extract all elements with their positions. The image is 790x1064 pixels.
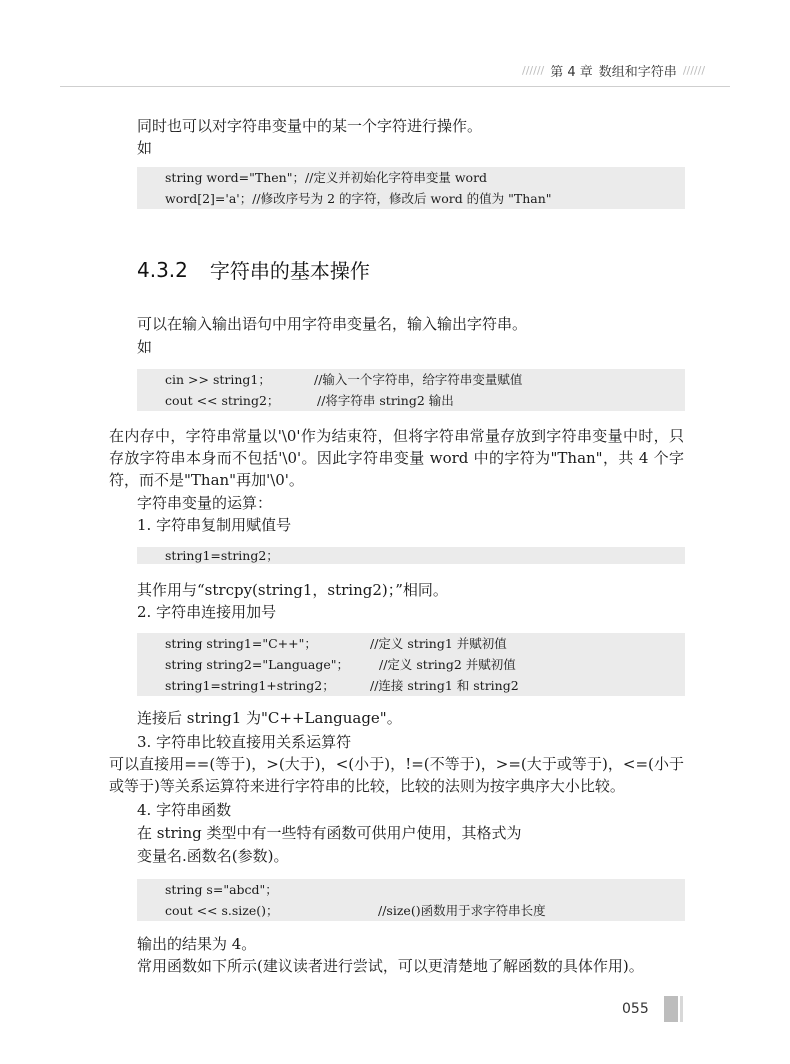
code-block <box>137 167 685 209</box>
code-text: cout << s.size()； <box>165 903 279 918</box>
code-comment: //size()函数用于求字符串长度 <box>378 903 546 918</box>
code-line <box>137 900 685 921</box>
list-item: 2. 字符串连接用加号 <box>137 603 277 621</box>
paragraph: 如 <box>137 139 153 157</box>
list-item: 4. 字符串函数 <box>137 801 232 819</box>
code-line <box>137 547 685 564</box>
code-line <box>137 654 685 675</box>
paragraph: 在内存中，字符串常量以'\0'作为结束符，但将字符串常量存放到字符串变量中时，只存放字符串本身而不包括'\0'。因此字符串变量 word 中的字符为"Than"，共 4 个字符，而不是"Than"再加'\0'。 <box>109 427 684 489</box>
code-text: string s="abcd"； <box>165 882 278 897</box>
paragraph: 常用函数如下所示(建议读者进行尝试，可以更清楚地了解函数的具体作用)。 <box>137 957 644 975</box>
paragraph: 其作用与“strcpy(string1，string2)；”相同。 <box>137 581 448 599</box>
list-item: 3. 字符串比较直接用关系运算符 <box>137 733 352 751</box>
paragraph: 字符串变量的运算： <box>137 494 273 512</box>
paragraph: 同时也可以对字符串变量中的某一个字符进行操作。 <box>137 117 483 135</box>
code-text: cin >> string1； <box>165 372 271 387</box>
page-number: 055 <box>622 1001 649 1017</box>
section-title: 字符串的基本操作 <box>209 259 370 283</box>
code-text: string1=string1+string2； <box>165 678 335 693</box>
code-comment: //定义 string2 并赋初值 <box>379 657 516 672</box>
header-rule <box>60 86 730 87</box>
code-text: string word="Then"；//定义并初始化字符串变量 word <box>165 170 488 185</box>
chapter-number: 第 4 章 <box>550 64 593 80</box>
code-line <box>137 633 685 654</box>
paragraph: 在 string 类型中有一些特有函数可供用户使用，其格式为 <box>137 824 522 842</box>
code-text: cout << string2； <box>165 393 280 408</box>
code-text: word[2]='a'；//修改序号为 2 的字符，修改后 word 的值为 "Than" <box>165 191 552 206</box>
code-line <box>137 167 685 188</box>
paragraph: 可以在输入输出语句中用字符串变量名，输入输出字符串。 <box>137 315 528 333</box>
paragraph: 如 <box>137 338 153 356</box>
code-line <box>137 369 685 390</box>
code-line <box>137 675 685 696</box>
code-comment: //将字符串 string2 输出 <box>317 393 454 408</box>
chapter-title: 数组和字符串 <box>598 64 677 80</box>
code-block <box>137 633 685 696</box>
code-block <box>137 547 685 564</box>
code-comment: //连接 string1 和 string2 <box>370 678 519 693</box>
header-decoration-left: ////// <box>522 63 545 77</box>
paragraph: 连接后 string1 为"C++Language"。 <box>137 709 402 727</box>
paragraph: 输出的结果为 4。 <box>137 935 257 953</box>
running-header <box>522 60 722 80</box>
code-comment: //输入一个字符串，给字符串变量赋值 <box>314 372 523 387</box>
code-block <box>137 369 685 411</box>
code-comment: //定义 string1 并赋初值 <box>370 636 507 651</box>
code-line <box>137 188 685 209</box>
header-decoration-right: ////// <box>682 63 706 77</box>
page-marker-edge <box>680 996 683 1022</box>
code-text: string1=string2； <box>165 548 279 563</box>
section-heading <box>137 255 370 284</box>
section-number: 4.3.2 <box>137 257 188 282</box>
code-text: string string1="C++"； <box>165 636 317 651</box>
code-line <box>137 390 685 411</box>
code-text: string string2="Language"； <box>165 657 350 672</box>
page-marker <box>664 996 678 1022</box>
code-block <box>137 879 685 921</box>
code-line <box>137 879 685 900</box>
paragraph: 可以直接用==(等于)，>(大于)，<(小于)，!=(不等于)，>=(大于或等于)，<=(小于或等于)等关系运算符来进行字符串的比较，比较的法则为按字典序大小比较。 <box>109 755 684 795</box>
list-item: 1. 字符串复制用赋值号 <box>137 516 292 534</box>
paragraph: 变量名.函数名(参数)。 <box>137 847 289 865</box>
